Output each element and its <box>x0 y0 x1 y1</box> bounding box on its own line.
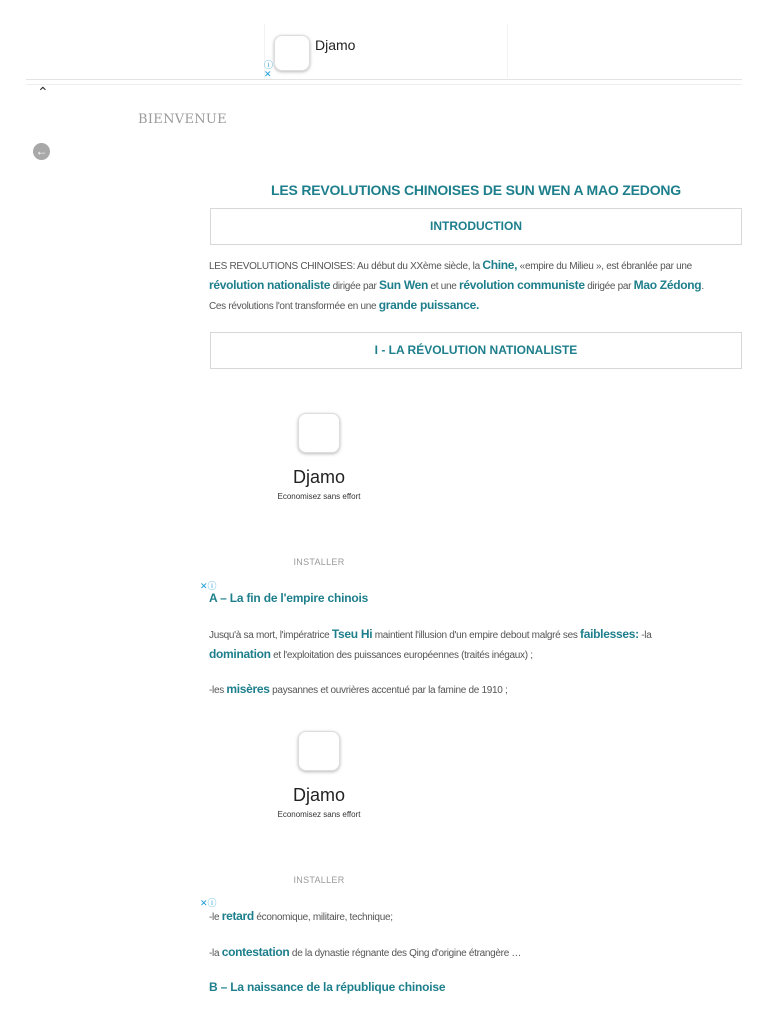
paragraph-a3: -le retard économique, militaire, technique; <box>209 909 393 923</box>
subheading-a: A – La fin de l'empire chinois <box>209 591 369 605</box>
adchoices-close-icon[interactable]: ✕ <box>264 69 272 79</box>
adchoices-icon[interactable]: ✕ⓘ <box>200 898 217 908</box>
intro-paragraph: LES REVOLUTIONS CHINOISES: Au début du XXème siècle, la Chine, «empire du Milieu », est ébranlée par une révolution nationaliste dirigée par Sun Wen et une révolution communiste dirigée par Mao Zédong. Ces révolutions l'ont transformée en une grande puissance. <box>209 258 704 312</box>
arrow-left-circle-icon[interactable]: ← <box>33 143 50 160</box>
paragraph-a4: -la contestation de la dynastie régnante des Qing d'origine étrangère … <box>209 945 522 959</box>
install-button[interactable]: INSTALLER <box>293 875 345 885</box>
adchoices-info-icon[interactable]: ⓘ <box>264 60 274 70</box>
app-icon <box>298 413 340 453</box>
divider <box>26 84 742 85</box>
app-icon <box>274 35 310 71</box>
app-icon <box>298 731 340 771</box>
ad-app-name: Djamo <box>292 785 345 805</box>
subheading-b: B – La naissance de la république chinoise <box>209 980 446 994</box>
ad-tagline: Economisez sans effort <box>277 810 361 819</box>
page-title: LES REVOLUTIONS CHINOISES DE SUN WEN A MAO ZEDONG <box>271 182 681 198</box>
divider <box>26 79 742 80</box>
adchoices-icon[interactable]: ✕ⓘ <box>200 581 217 591</box>
site-label[interactable]: BIENVENUE <box>138 112 227 127</box>
ad-app-name: Djamo <box>292 467 345 487</box>
chevron-up-icon[interactable]: ⌃ <box>37 84 49 100</box>
inline-ad[interactable] <box>209 413 429 567</box>
ad-tagline: Economisez sans effort <box>277 492 361 501</box>
section-heading-introduction: INTRODUCTION <box>210 208 742 245</box>
inline-ad[interactable] <box>209 731 429 885</box>
paragraph-a1: Jusqu'à sa mort, l'impératrice Tseu Hi maintient l'illusion d'un empire debout malgré ses faiblesses: -la domination et l'exploitation des puissances européennes (traités inégaux) ; <box>209 627 652 661</box>
paragraph-a2: -les misères paysannes et ouvrières accentué par la famine de 1910 ; <box>209 682 508 696</box>
top-banner-ad[interactable] <box>264 24 508 78</box>
ad-app-name: Djamo <box>315 37 356 53</box>
section-heading-revolution-nationaliste: I - LA RÉVOLUTION NATIONALISTE <box>210 332 742 369</box>
install-button[interactable]: INSTALLER <box>293 557 345 567</box>
adchoices[interactable] <box>264 61 273 79</box>
